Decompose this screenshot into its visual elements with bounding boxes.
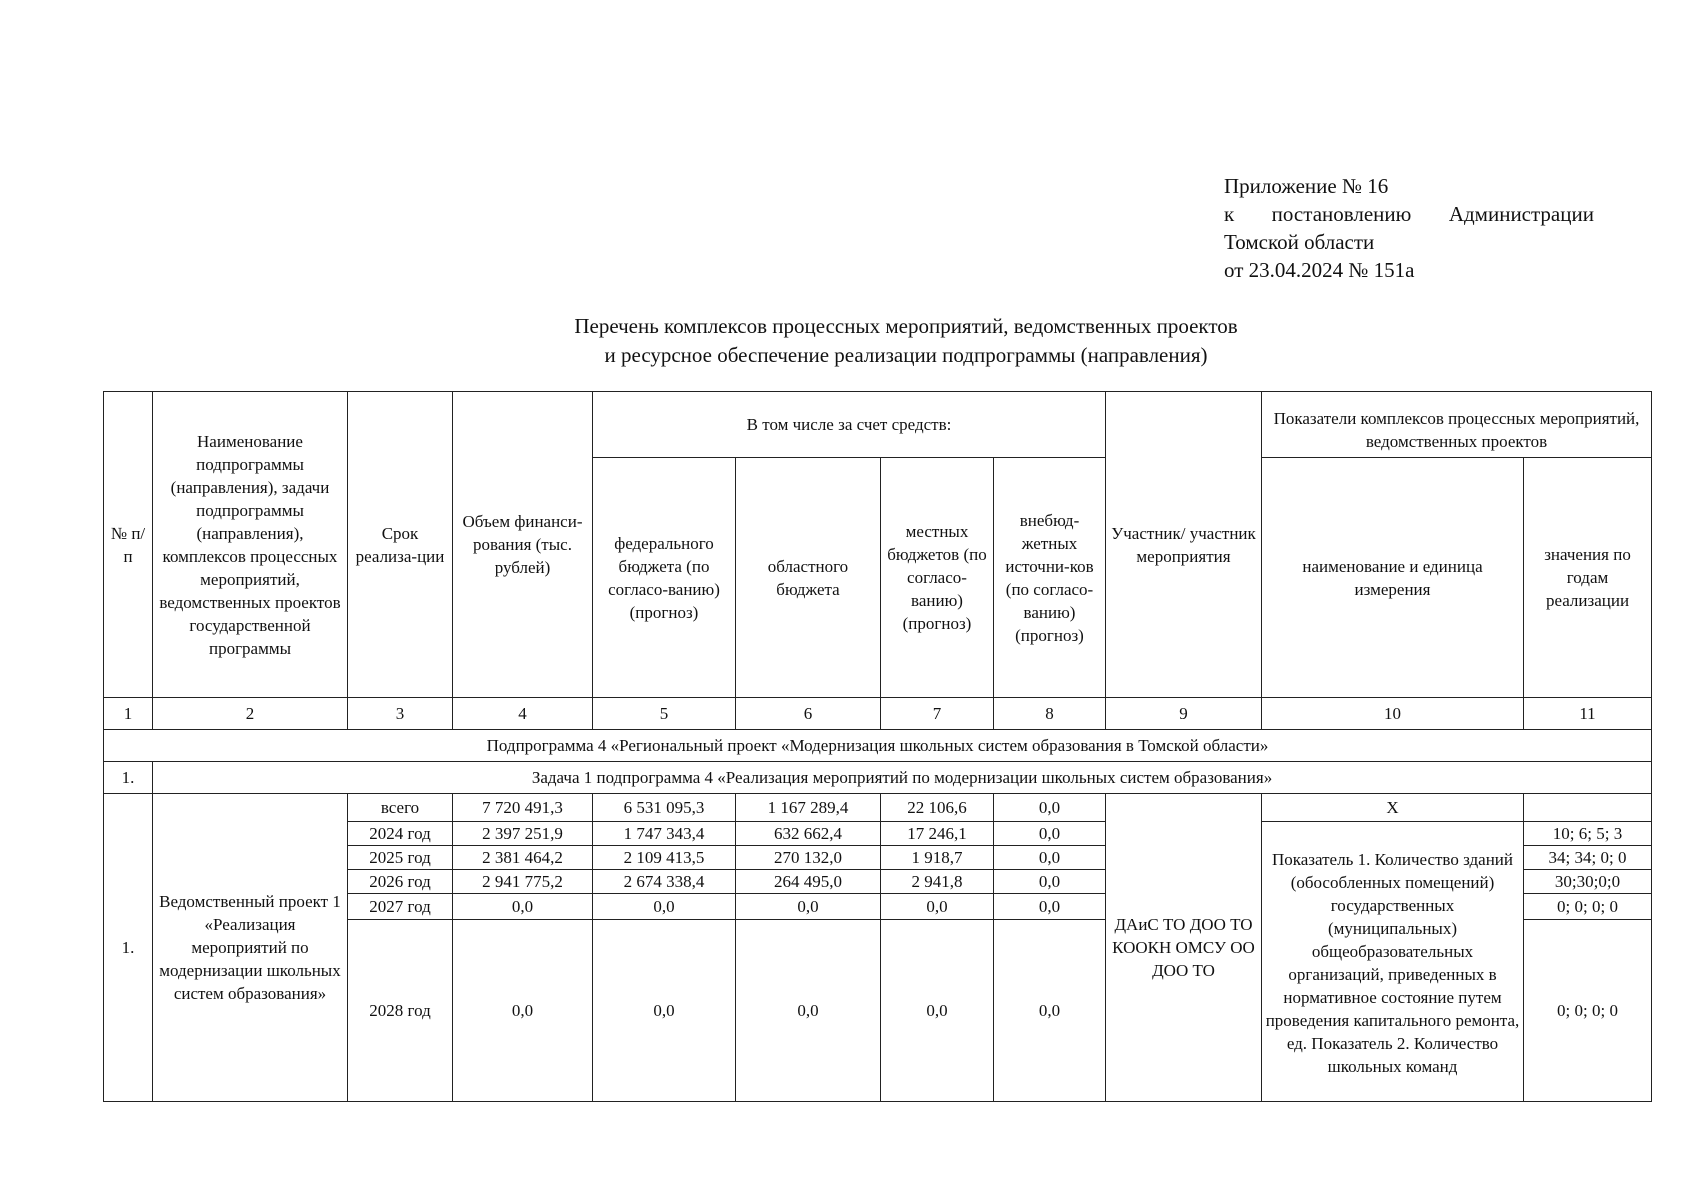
header-extrabudget: внебюд-жетных источни-ков (по согласо-ванию) (прогноз) <box>994 458 1106 698</box>
document-title <box>0 312 1698 370</box>
attachment-preposition: к <box>1224 202 1235 226</box>
regional-cell: 0,0 <box>736 920 881 1102</box>
header-indicators: Показатели комплексов процессных мероприятий, ведомственных проектов <box>1262 392 1652 458</box>
volume-cell: 2 381 464,2 <box>453 846 593 870</box>
project-num: 1. <box>104 794 153 1102</box>
attachment-region: Томской области <box>1224 230 1375 254</box>
federal-cell: 0,0 <box>593 920 736 1102</box>
resource-table <box>103 391 1652 1102</box>
indicator-description: Показатель 1. Количество зданий (обособленных помещений) государственных (муниципальных) общеобразовательных организаций, приведенных в нормативное состояние путем проведения капитального ремонта, ед. Показатель 2. Количество школьных команд <box>1262 822 1524 1102</box>
regional-cell: 632 662,4 <box>736 822 881 846</box>
volume-cell: 0,0 <box>453 894 593 920</box>
indicator-total-value <box>1524 794 1652 822</box>
local-cell: 2 941,8 <box>881 870 994 894</box>
project-name: Ведомственный проект 1 «Реализация мероприятий по модернизации школьных систем образования» <box>153 794 348 1102</box>
regional-cell: 264 495,0 <box>736 870 881 894</box>
attachment-block <box>1224 172 1604 284</box>
col-num-3: 3 <box>348 698 453 730</box>
period-cell: 2026 год <box>348 870 453 894</box>
title-line-2: и ресурсное обеспечение реализации подпрограммы (направления) <box>604 343 1208 367</box>
attachment-date: от 23.04.2024 № 151а <box>1224 258 1415 282</box>
header-local: местных бюджетов (по согласо-ванию) (прогноз) <box>881 458 994 698</box>
period-cell: 2028 год <box>348 920 453 1102</box>
col-num-10: 10 <box>1262 698 1524 730</box>
indicator-value-2024: 10; 6; 5; 3 <box>1524 822 1652 846</box>
extrabudget-cell: 0,0 <box>994 794 1106 822</box>
indicator-value-2026: 30;30;0;0 <box>1524 870 1652 894</box>
federal-cell: 1 747 343,4 <box>593 822 736 846</box>
col-num-1: 1 <box>104 698 153 730</box>
local-cell: 0,0 <box>881 920 994 1102</box>
subprogram-row <box>104 730 1652 762</box>
subprogram-title: Подпрограмма 4 «Региональный проект «Модернизация школьных систем образования в Томской области» <box>104 730 1652 762</box>
col-num-2: 2 <box>153 698 348 730</box>
col-num-11: 11 <box>1524 698 1652 730</box>
period-cell: всего <box>348 794 453 822</box>
task-num: 1. <box>104 762 153 794</box>
col-num-7: 7 <box>881 698 994 730</box>
header-indicator-values: значения по годам реализации <box>1524 458 1652 698</box>
task-row <box>104 762 1652 794</box>
header-volume: Объем финанси-рования (тыс. рублей) <box>453 392 593 698</box>
col-num-6: 6 <box>736 698 881 730</box>
local-cell: 22 106,6 <box>881 794 994 822</box>
attachment-title: Приложение № 16 <box>1224 174 1389 198</box>
volume-cell: 2 941 775,2 <box>453 870 593 894</box>
indicator-value-2025: 34; 34; 0; 0 <box>1524 846 1652 870</box>
header-federal: федерального бюджета (по согласо-ванию) (прогноз) <box>593 458 736 698</box>
header-regional: областного бюджета <box>736 458 881 698</box>
attachment-administration: Администрации <box>1448 202 1594 226</box>
col-num-5: 5 <box>593 698 736 730</box>
header-num: № п/п <box>104 392 153 698</box>
extrabudget-cell: 0,0 <box>994 846 1106 870</box>
federal-cell: 6 531 095,3 <box>593 794 736 822</box>
extrabudget-cell: 0,0 <box>994 870 1106 894</box>
volume-cell: 0,0 <box>453 920 593 1102</box>
project-participant: ДАиС ТО ДОО ТО КООКН ОМСУ ОО ДОО ТО <box>1106 794 1262 1102</box>
col-num-4: 4 <box>453 698 593 730</box>
header-name: Наименование подпрограммы (направления), задачи подпрограммы (направления), комплексов процессных мероприятий, ведомственных проектов государственной программы <box>153 392 348 698</box>
project-row-total <box>104 794 1652 822</box>
task-title: Задача 1 подпрограмма 4 «Реализация мероприятий по модернизации школьных систем образования» <box>153 762 1652 794</box>
extrabudget-cell: 0,0 <box>994 920 1106 1102</box>
extrabudget-cell: 0,0 <box>994 894 1106 920</box>
local-cell: 0,0 <box>881 894 994 920</box>
federal-cell: 2 109 413,5 <box>593 846 736 870</box>
period-cell: 2025 год <box>348 846 453 870</box>
col-num-9: 9 <box>1106 698 1262 730</box>
header-period: Срок реализа-ции <box>348 392 453 698</box>
federal-cell: 2 674 338,4 <box>593 870 736 894</box>
indicator-value-2028: 0; 0; 0; 0 <box>1524 920 1652 1102</box>
volume-cell: 2 397 251,9 <box>453 822 593 846</box>
local-cell: 17 246,1 <box>881 822 994 846</box>
attachment-reference <box>1224 200 1594 228</box>
federal-cell: 0,0 <box>593 894 736 920</box>
regional-cell: 0,0 <box>736 894 881 920</box>
header-row-1 <box>104 392 1652 458</box>
regional-cell: 270 132,0 <box>736 846 881 870</box>
period-cell: 2024 год <box>348 822 453 846</box>
extrabudget-cell: 0,0 <box>994 822 1106 846</box>
local-cell: 1 918,7 <box>881 846 994 870</box>
regional-cell: 1 167 289,4 <box>736 794 881 822</box>
column-numbers-row <box>104 698 1652 730</box>
header-indicator-name: наименование и единица измерения <box>1262 458 1524 698</box>
indicator-total-cell: Х <box>1262 794 1524 822</box>
attachment-decree: постановлению <box>1271 202 1412 226</box>
volume-cell: 7 720 491,3 <box>453 794 593 822</box>
header-including: В том числе за счет средств: <box>593 392 1106 458</box>
col-num-8: 8 <box>994 698 1106 730</box>
period-cell: 2027 год <box>348 894 453 920</box>
title-line-1: Перечень комплексов процессных мероприятий, ведомственных проектов <box>574 314 1238 338</box>
indicator-value-2027: 0; 0; 0; 0 <box>1524 894 1652 920</box>
header-participant: Участник/ участник мероприятия <box>1106 392 1262 698</box>
